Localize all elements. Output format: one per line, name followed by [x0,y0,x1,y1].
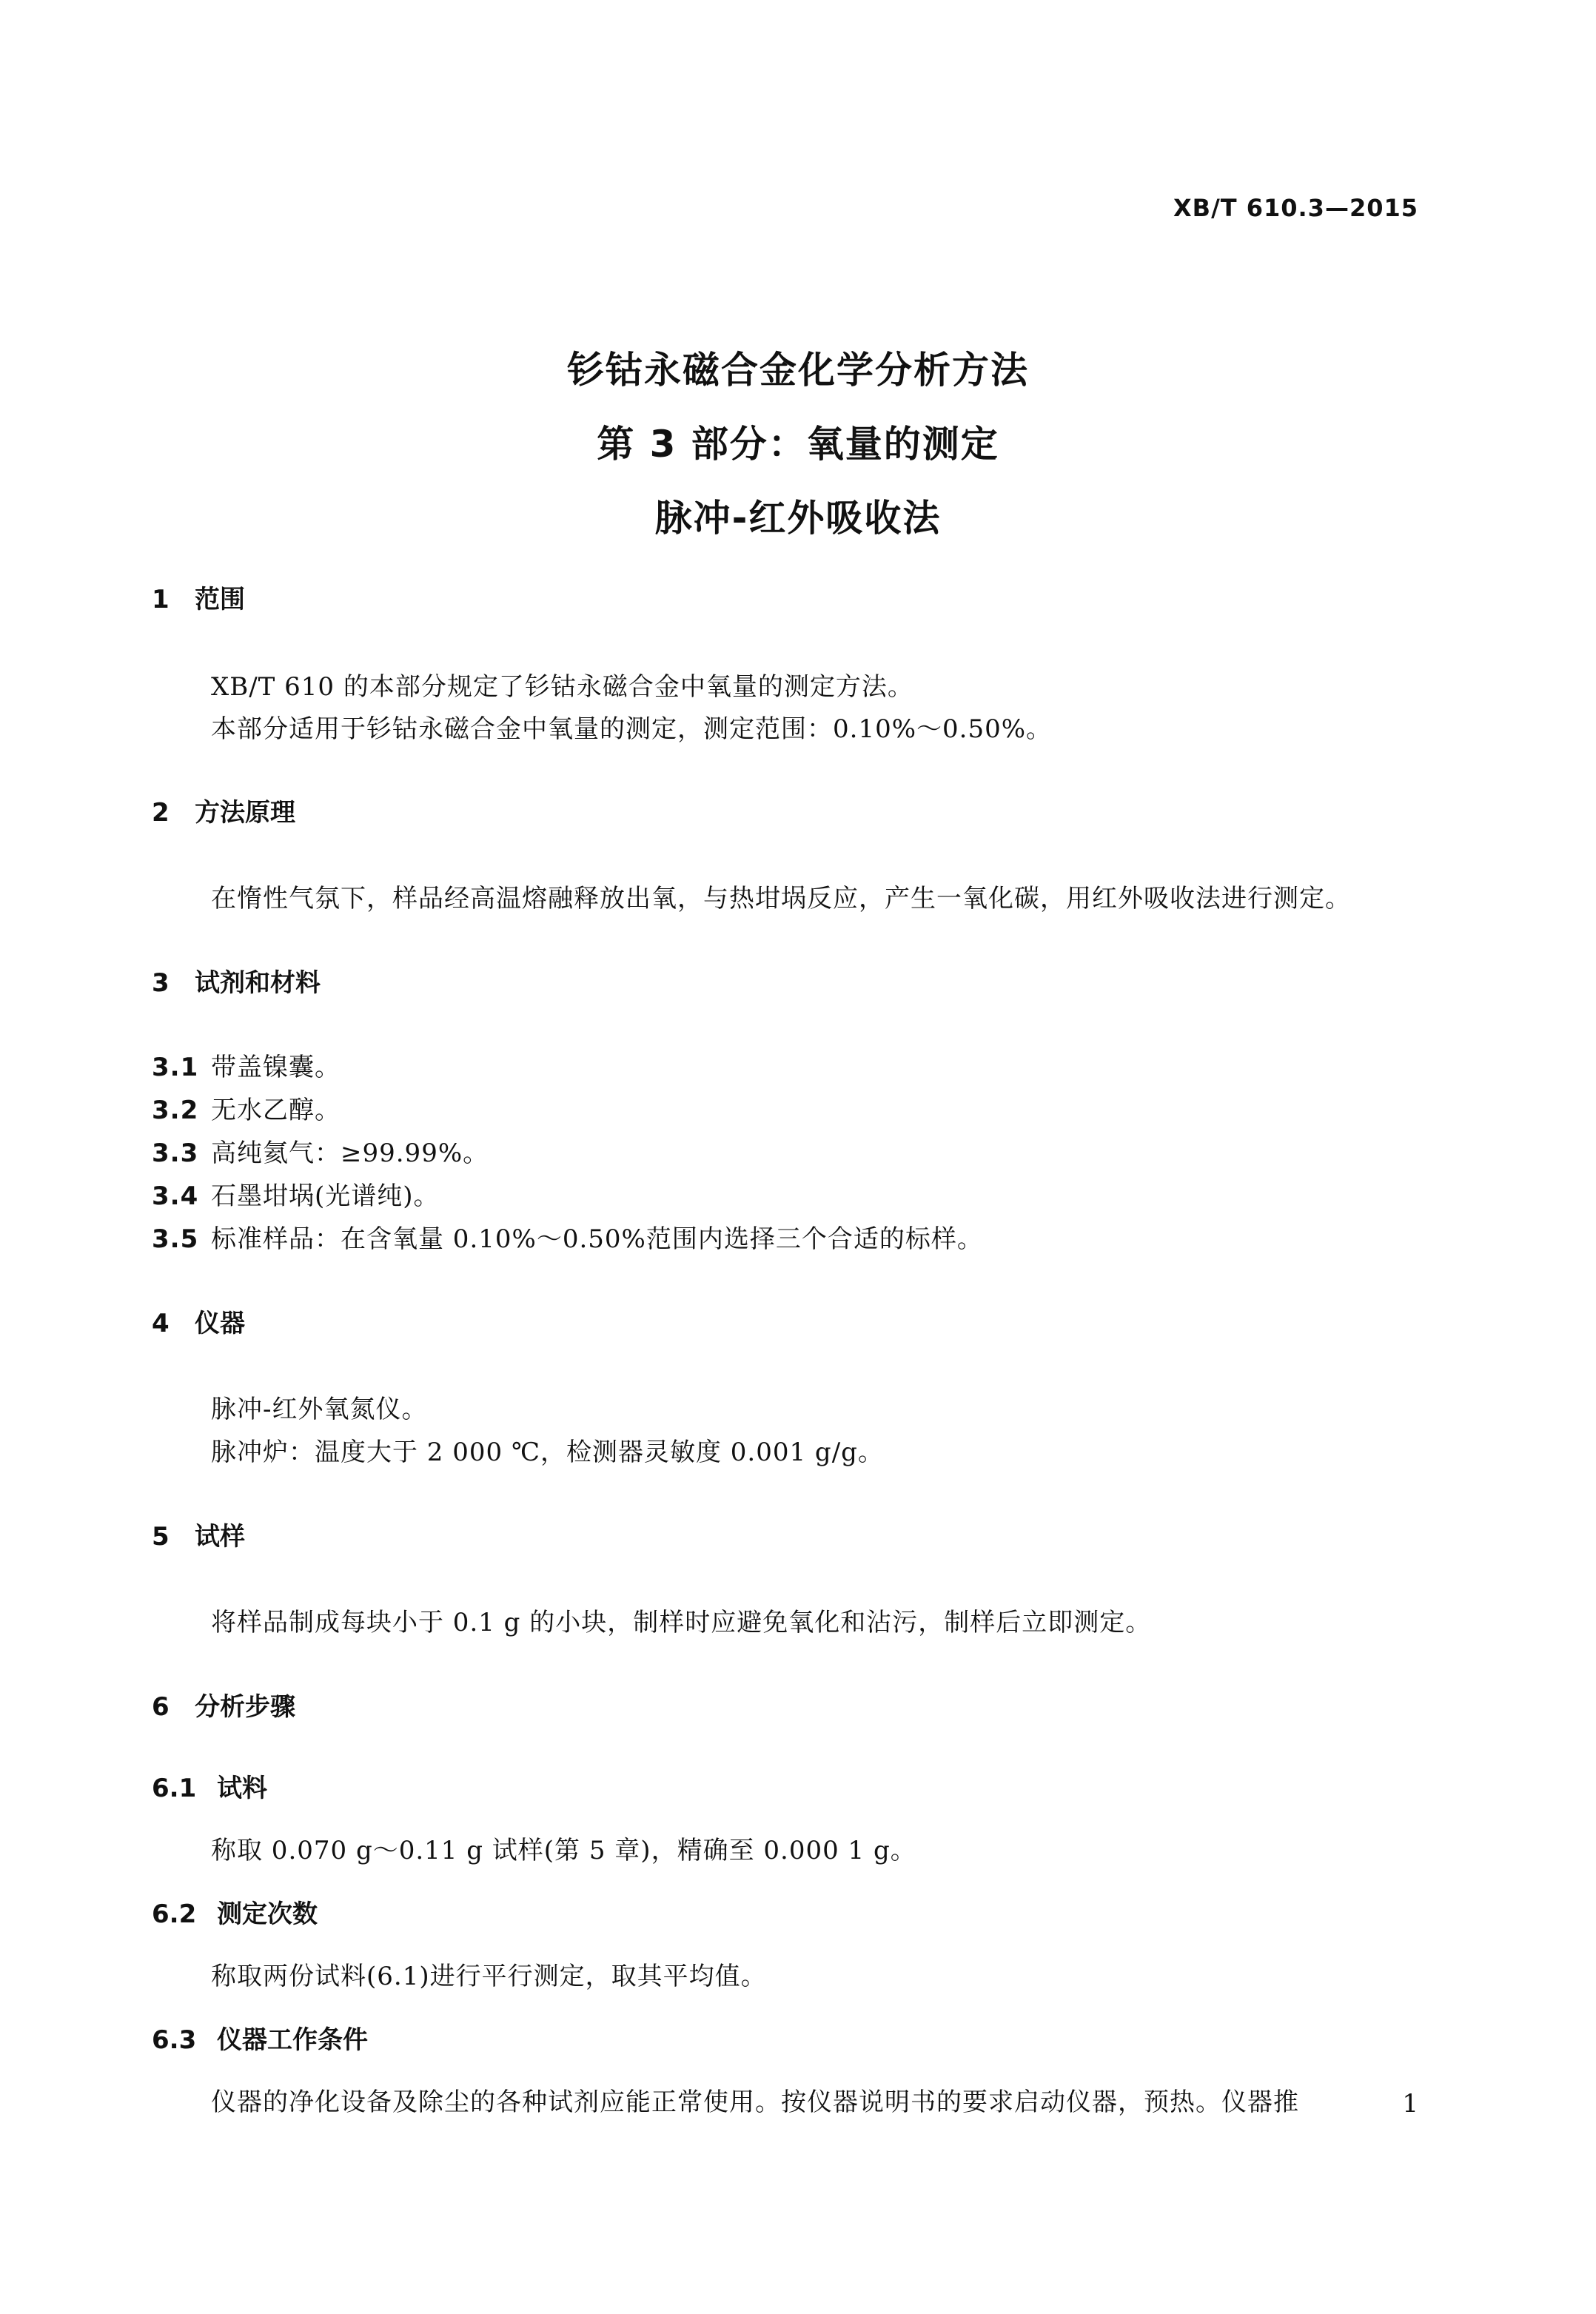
section-4-paragraph-2: 脉冲炉：温度大于 2 000 ℃，检测器灵敏度 0.001 g/g。 [211,1438,884,1467]
subsection-6-2-heading [152,1899,318,1929]
title-line-1: 钐钴永磁合金化学分析方法 [567,349,1029,392]
standard-code: XB/T 610.3—2015 [1173,194,1418,222]
subsection-6-3-paragraph: 仪器的净化设备及除尘的各种试剂应能正常使用。按仪器说明书的要求启动仪器，预热。仪器推 [211,2087,1299,2117]
list-item [152,1224,983,1254]
subsection-number: 6.3 [152,2025,197,2055]
section-number: 2 [152,798,170,828]
item-text: 带盖镍囊。 [211,1053,341,1082]
section-number: 3 [152,968,170,998]
subsection-6-1-heading [152,1774,267,1803]
subsection-title: 试料 [217,1774,267,1803]
title-line-2: 第 3 部分：氧量的测定 [597,423,999,466]
item-number: 3.4 [152,1181,199,1211]
page-number: 1 [1402,2089,1418,2119]
item-text: 标准样品：在含氧量 0.10%～0.50%范围内选择三个合适的标样。 [211,1224,983,1254]
subsection-title: 仪器工作条件 [217,2025,368,2055]
list-item [152,1096,341,1125]
section-number: 6 [152,1692,170,1722]
title-line-3: 脉冲-红外吸收法 [654,497,942,540]
item-number: 3.2 [152,1096,199,1125]
subsection-title: 测定次数 [217,1899,318,1929]
section-1-paragraph-2: 本部分适用于钐钴永磁合金中氧量的测定，测定范围：0.10%～0.50%。 [211,714,1053,744]
item-number: 3.5 [152,1224,199,1254]
section-title: 仪器 [195,1309,245,1338]
section-1-heading [152,585,245,614]
section-title: 方法原理 [195,798,295,828]
section-2-paragraph-1: 在惰性气氛下，样品经高温熔融释放出氧，与热坩埚反应，产生一氧化碳，用红外吸收法进行测定。 [211,884,1351,913]
section-title: 范围 [195,585,245,614]
section-6-heading [152,1692,295,1722]
section-title: 试剂和材料 [195,968,321,998]
document-title [0,333,1596,555]
section-number: 5 [152,1522,170,1552]
section-1-paragraph-1: XB/T 610 的本部分规定了钐钴永磁合金中氧量的测定方法。 [211,672,913,702]
item-number: 3.1 [152,1053,199,1082]
section-4-paragraph-1: 脉冲-红外氧氮仪。 [211,1395,428,1424]
list-item [152,1181,440,1211]
section-4-heading [152,1309,245,1338]
section-title: 分析步骤 [195,1692,295,1722]
subsection-6-2-paragraph: 称取两份试料(6.1)进行平行测定，取其平均值。 [211,1962,767,1991]
section-number: 1 [152,585,170,614]
subsection-6-3-heading [152,2025,368,2055]
section-number: 4 [152,1309,170,1338]
section-title: 试样 [195,1522,245,1552]
subsection-number: 6.1 [152,1774,197,1803]
item-text: 无水乙醇。 [211,1096,341,1125]
section-5-heading [152,1522,245,1552]
subsection-number: 6.2 [152,1899,197,1929]
section-5-paragraph-1: 将样品制成每块小于 0.1 g 的小块，制样时应避免氧化和沾污，制样后立即测定。 [211,1608,1152,1637]
item-text: 石墨坩埚(光谱纯)。 [211,1181,440,1211]
item-number: 3.3 [152,1138,199,1168]
list-item [152,1138,489,1168]
section-3-heading [152,968,321,998]
subsection-6-1-paragraph: 称取 0.070 g～0.11 g 试样(第 5 章)，精确至 0.000 1 g。 [211,1836,916,1865]
item-text: 高纯氦气：≥99.99%。 [211,1138,489,1168]
section-2-heading [152,798,295,828]
list-item [152,1053,341,1082]
